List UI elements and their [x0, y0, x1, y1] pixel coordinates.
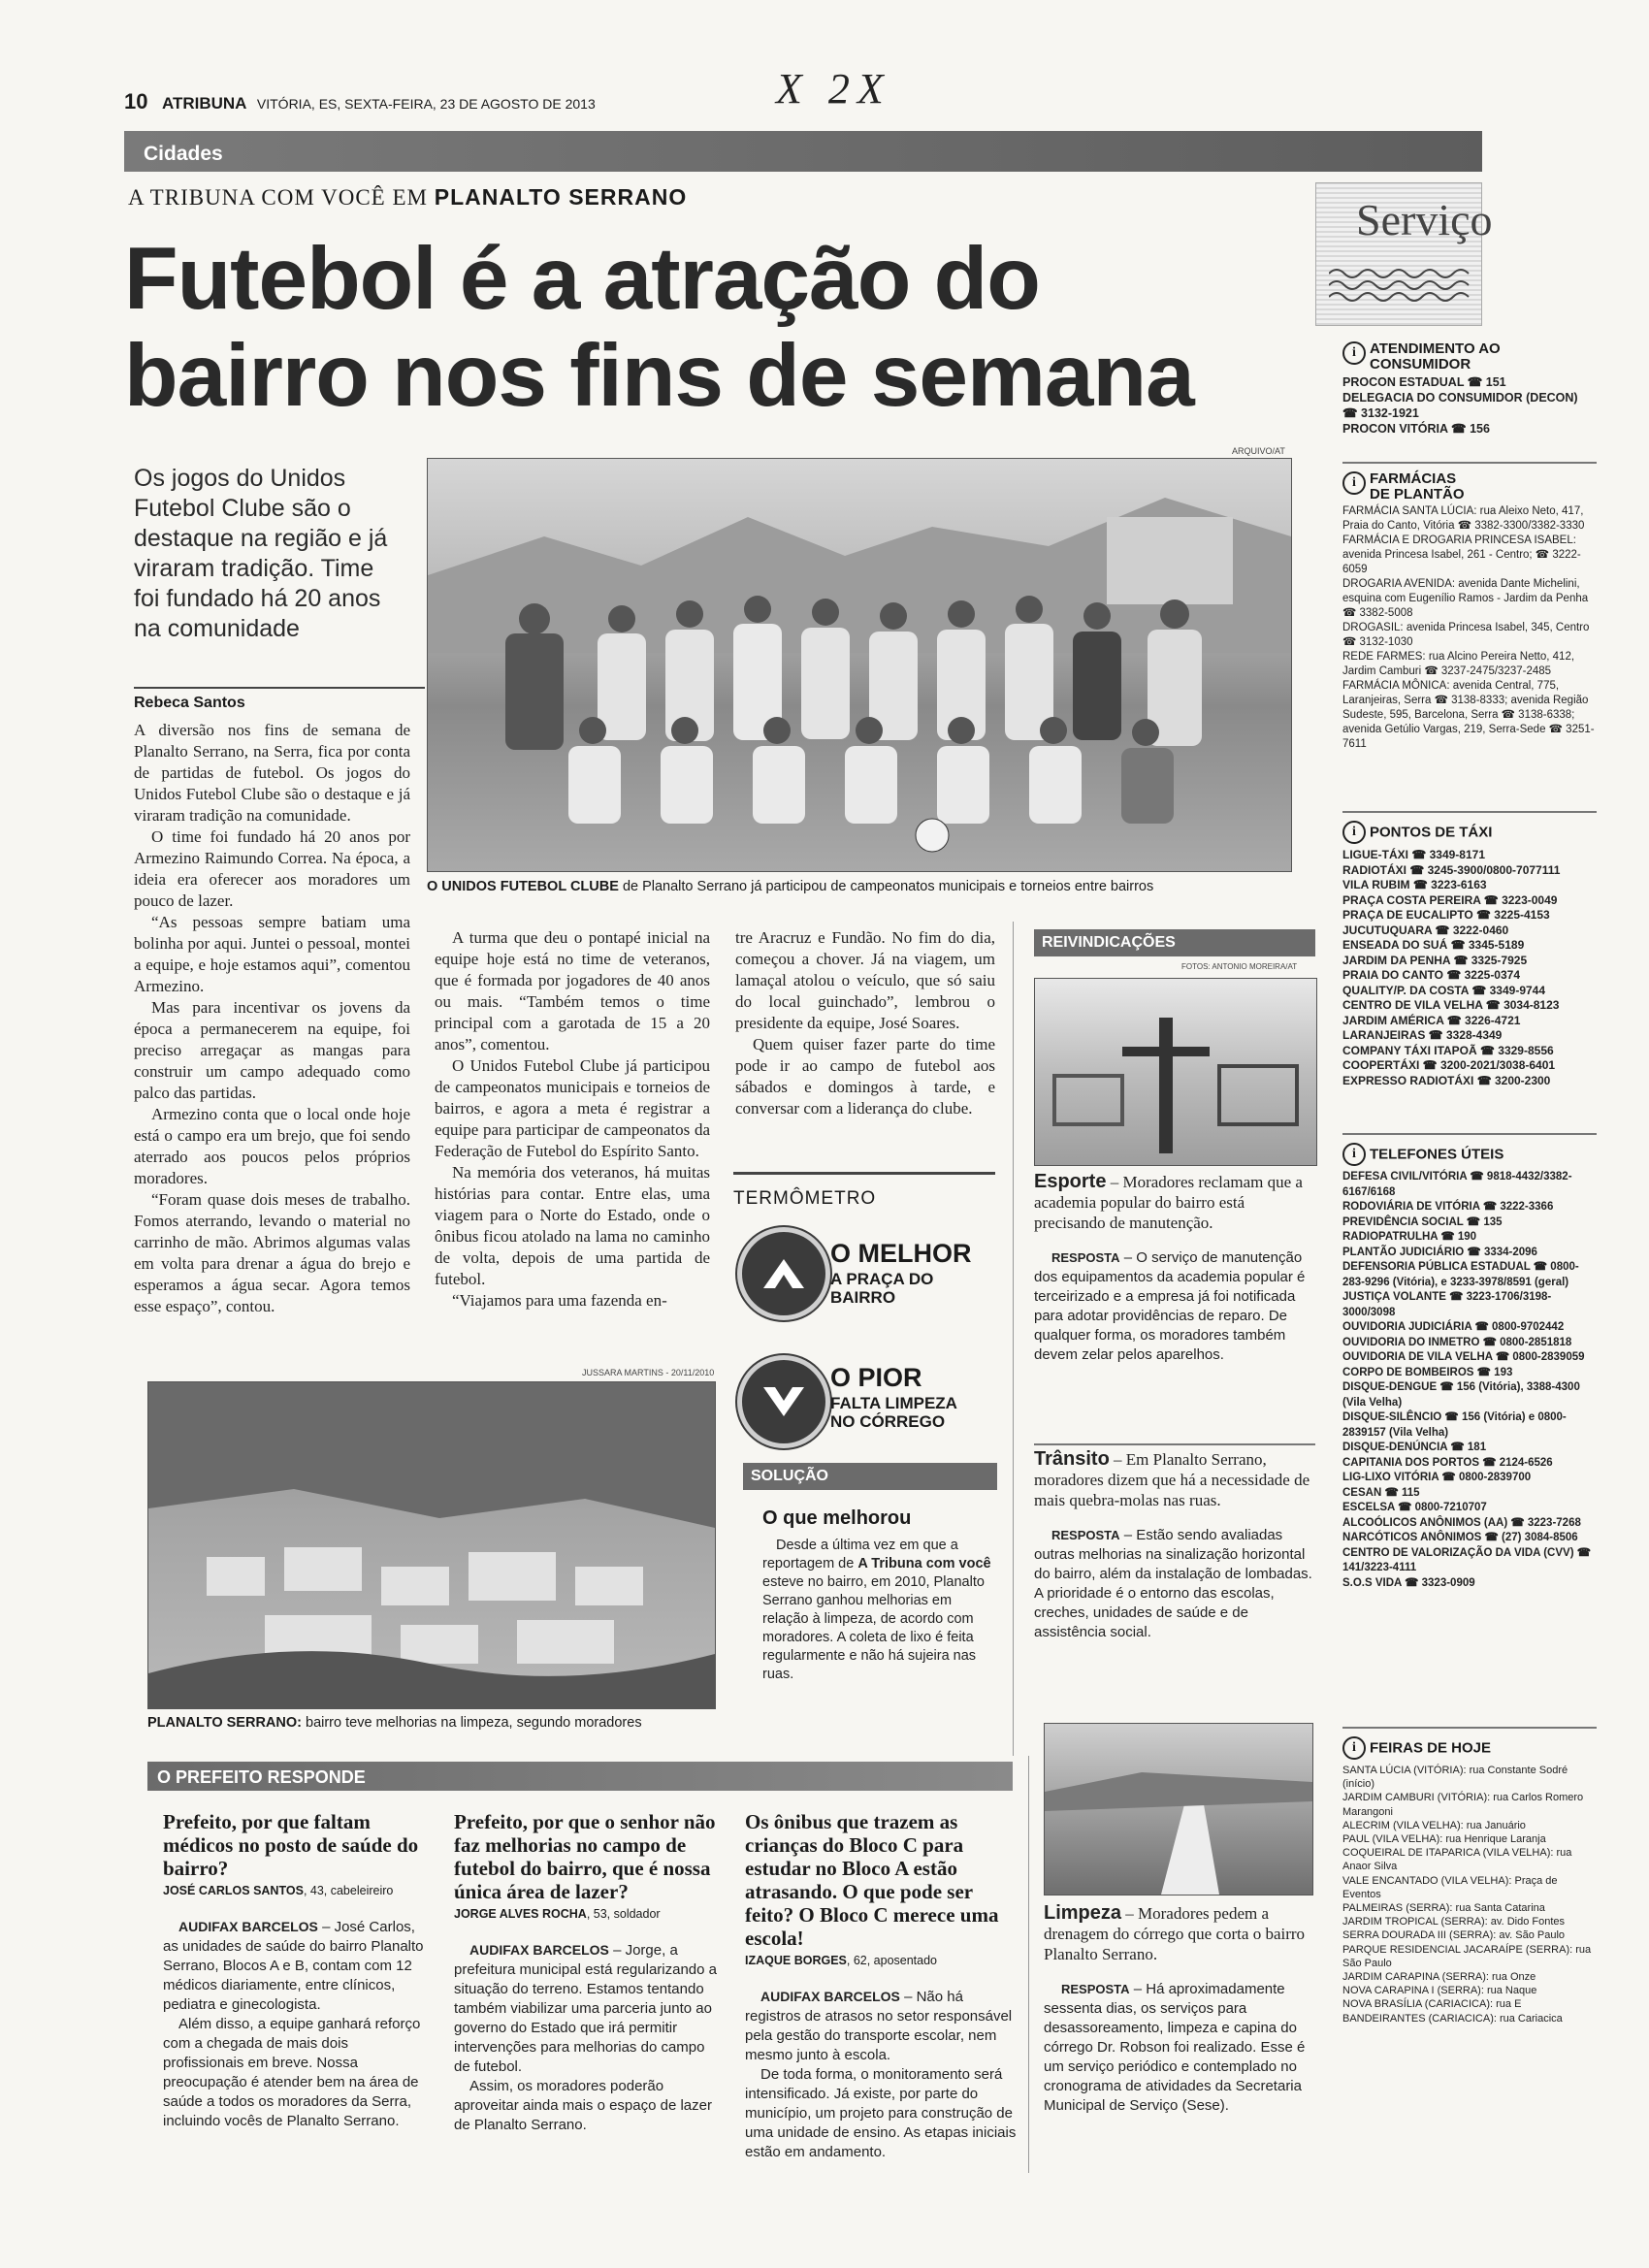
- servico-section-text: PROCON ESTADUAL ☎ 151 DELEGACIA DO CONSUMIDOR (DECON) ☎ 3132-1921 PROCON VITÓRIA ☎ 156: [1342, 375, 1578, 436]
- qa-asker-info: , 53, soldador: [586, 1907, 661, 1921]
- servico-section: [1342, 1727, 1597, 2025]
- servico-section: [1342, 462, 1597, 752]
- servico-section-title: PONTOS DE TÁXI: [1370, 824, 1493, 841]
- qa-answer-text: – Jorge, a prefeitura municipal está regularizando a situação do terreno. Estamos tentando também viabilizar uma parceria junto ao governo do Estado que irá permitir intervenções para melhorias do campo de futebol.: [454, 1942, 717, 2075]
- team-photo-credit: ARQUIVO/AT: [1232, 446, 1285, 456]
- paragraph: O time foi fundado há 20 anos por Armezino Raimundo Correa. Na época, a ideia era oferecer aos moradores um pouco de lazer.: [134, 827, 410, 910]
- paper-name: ATRIBUNA: [161, 94, 247, 113]
- info-icon: i: [1342, 1143, 1366, 1166]
- team-photo-illustration: [428, 459, 1291, 871]
- reivindicacao-response: [1044, 1980, 1317, 2116]
- servico-section-head: [1342, 341, 1595, 373]
- qa-answer-name: AUDIFAX BARCELOS: [469, 1942, 609, 1958]
- response-label: RESPOSTA: [1061, 1982, 1130, 1996]
- headline: [124, 231, 1308, 425]
- qa-answer-text: Além disso, a equipe ganhará reforço com a chegada de mais dois profissionais em breve. Nossa preocupação é atender bem na área de saúde a todos os moradores da Serra, incluindo vocês de Planalto Serrano.: [163, 2016, 421, 2129]
- reivindicacao-topic: Esporte: [1034, 1171, 1107, 1192]
- team-photo: [427, 458, 1292, 872]
- solucao-text-post: esteve no bairro, em 2010, Planalto Serrano ganhou melhorias em relação à limpeza, de acordo com moradores. A coleta de lixo é feita regularmente e não há sujeira nas ruas.: [762, 1574, 985, 1682]
- corrego-photo-illustration: [1045, 1724, 1312, 1895]
- qa-asker-name: JORGE ALVES ROCHA: [454, 1907, 587, 1921]
- servico-section: [1342, 811, 1597, 1088]
- city-photo-credit: JUSSARA MARTINS - 20/11/2010: [582, 1368, 715, 1377]
- academia-photo-illustration: [1035, 979, 1316, 1165]
- page-number: 10: [124, 89, 148, 113]
- paragraph: Na memória dos veteranos, há muitas histórias para contar. Entre elas, uma viagem para o Norte do Estado, onde o ônibus ficou atolado na lama no caminho de volta, depois de uma partida de futebol.: [435, 1163, 710, 1288]
- chevron-down-icon: [742, 1360, 825, 1443]
- reivindicacao-limpeza: [1044, 1903, 1317, 2116]
- servico-section-text: LIGUE-TÁXI ☎ 3349-8171 RADIOTÁXI ☎ 3245-3900/0800-7077111 VILA RUBIM ☎ 3223-6163 PRAÇA COSTA PEREIRA ☎ 3223-0049 PRAÇA DE EUCALIPTO ☎ 3225-4153 JUCUTUQUARA ☎ 3222-0460 ENSEADA DO SUÁ ☎ 3345-5189 JARDIM DA PENHA ☎ 3325-7925 PRAIA DO CANTO ☎ 3225-0374 QUALITY/P. DA COSTA ☎ 3349-9744 CENTRO DE VILA VELHA ☎ 3034-8123 JARDIM AMÉRICA ☎ 3226-4721 LARANJEIRAS ☎ 3328-4349 COMPANY TÁXI ITAPOÃ ☎ 3329-8556 COOPERTÁXI ☎ 3200-2021/3038-6401 EXPRESSO RADIOTÁXI ☎ 3200-2300: [1342, 848, 1561, 1087]
- worst-label: O PIOR: [830, 1363, 922, 1392]
- servico-section-title: FARMÁCIAS DE PLANTÃO: [1370, 470, 1465, 502]
- headline-line-1: Futebol é a atração do: [124, 230, 1040, 328]
- servico-section-title: ATENDIMENTO AO CONSUMIDOR: [1370, 340, 1501, 373]
- column-rule: [1028, 1756, 1029, 2173]
- reivindicacao-transito: [1034, 1443, 1315, 1642]
- servico-section-title: TELEFONES ÚTEIS: [1370, 1146, 1504, 1163]
- servico-section-head: [1342, 471, 1597, 502]
- deck: Os jogos do Unidos Futebol Clube são o destaque na região e já viraram tradição. Time foi fundado há 20 anos na comunidade: [134, 465, 388, 642]
- reivindicacao-response: [1034, 1248, 1315, 1365]
- qa-asker: [163, 1884, 433, 1897]
- reivindicacao-topic: Trânsito: [1034, 1448, 1110, 1470]
- qa-answer-text: De toda forma, o monitoramento será intensificado. Já existe, por parte do município, um projeto para construção de uma unidade de ensino. As etapas iniciais estão em andamento.: [745, 2066, 1017, 2160]
- solucao-label: SOLUÇÃO: [751, 1468, 828, 1484]
- reivindicacao-esporte: [1034, 1172, 1315, 1365]
- info-icon: i: [1342, 471, 1366, 495]
- info-icon: i: [1342, 821, 1366, 844]
- reivindicacao-complaint-text: – Moradores pedem a drenagem do córrego que corta o bairro Planalto Serrano.: [1044, 1904, 1306, 1963]
- qa-asker-name: IZAQUE BORGES: [745, 1954, 847, 1967]
- handwritten-mark: X 2X: [776, 65, 891, 113]
- city-caption-bold: PLANALTO SERRANO:: [147, 1715, 302, 1731]
- article-col-1: [134, 720, 410, 1317]
- qa-answer: [745, 1987, 1018, 2162]
- byline: [134, 687, 425, 712]
- reivindicacao-topic: Limpeza: [1044, 1902, 1122, 1924]
- qa-answer-text: – Não há registros de atrasos no setor responsável pela gestão do transporte escolar, nem mesmo junto à escola.: [745, 1989, 1013, 2063]
- worst-circle: [737, 1355, 830, 1448]
- qa-asker-info: , 43, cabeleireiro: [303, 1884, 394, 1897]
- prefeito-label: O PREFEITO RESPONDE: [157, 1767, 366, 1787]
- corrego-photo: [1044, 1723, 1313, 1895]
- reivindicacao-complaint: [1044, 1903, 1317, 1964]
- byline-name: Rebeca Santos: [134, 695, 245, 711]
- city-photo: [147, 1381, 716, 1709]
- team-caption: [427, 879, 1300, 894]
- team-caption-bold: O UNIDOS FUTEBOL CLUBE: [427, 879, 619, 894]
- qa-answer-name: AUDIFAX BARCELOS: [760, 1989, 900, 2004]
- info-icon: i: [1342, 1736, 1366, 1760]
- section-name: Cidades: [144, 143, 223, 165]
- prefeito-bar: [147, 1762, 1013, 1791]
- qa-answer-text: – José Carlos, as unidades de saúde do bairro Planalto Serrano, Blocos A e B, contam com 12 médicos diariamente, entre clínicos, pediatra e ginecologista.: [163, 1919, 424, 2013]
- reivindicacoes-label: REIVINDICAÇÕES: [1042, 934, 1176, 951]
- servico-section: [1342, 341, 1595, 437]
- qa-answer: [454, 1940, 724, 2135]
- kicker-place: PLANALTO SERRANO: [434, 184, 688, 210]
- wave-ornament: [1329, 264, 1474, 312]
- qa-asker-name: JOSÉ CARLOS SANTOS: [163, 1884, 304, 1897]
- team-caption-text: de Planalto Serrano já participou de campeonatos municipais e torneios entre bairros: [622, 879, 1154, 894]
- chevron-up-icon: [742, 1232, 825, 1315]
- paragraph: A turma que deu o pontapé inicial na equipe hoje está no time de veteranos, que é formada por jogadores de 40 anos ou mais. “Também temos o time principal com a garotada de 15 a 20 anos”, comentou.: [435, 928, 710, 1053]
- dateline: VITÓRIA, ES, SEXTA-FEIRA, 23 DE AGOSTO DE 2013: [256, 96, 596, 112]
- academia-photo: [1034, 978, 1317, 1166]
- qa-question: Prefeito, por que o senhor não faz melhorias no campo de futebol do bairro, que é nossa única área de lazer?: [454, 1810, 716, 1903]
- qa-question: Prefeito, por que faltam médicos no posto de saúde do bairro?: [163, 1810, 419, 1880]
- qa-answer: [163, 1917, 433, 2131]
- paragraph: “Foram quase dois meses de trabalho. Fomos aterrando, levando o material no carrinho de mão. Abrimos algumas valas em volta para drenar a água do brejo e esperamos a água secar. Agora temos esse espaço”, contou.: [134, 1190, 410, 1315]
- response-text: – Há aproximadamente sessenta dias, os serviços para desassoreamento, limpeza e capina do córrego Dr. Robson foi realizado. Esse é um serviço periódico e contemplado no cronograma de atividades da Secretaria Municipal de Serviço (Sese).: [1044, 1981, 1306, 2114]
- paragraph: tre Aracruz e Fundão. No fim do dia, começou a chover. Já na viagem, um lamaçal atolou o veículo, que só saiu do local guinchado”, lembrou o presidente da equipe, José Soares.: [735, 928, 995, 1032]
- worst-text: FALTA LIMPEZA NO CÓRREGO: [830, 1394, 957, 1431]
- column-rule: [1013, 922, 1014, 1756]
- qa-asker-info: , 62, aposentado: [846, 1954, 938, 1967]
- paragraph: Mas para incentivar os jovens da época a permanecerem na equipe, foi preciso arregaçar as mangas para construir um campo adequado como palco das partidas.: [134, 998, 410, 1102]
- paragraph: Quem quiser fazer parte do time pode ir ao campo de futebol aos sábados e domingos à tarde, e conversar com a liderança do clube.: [735, 1035, 995, 1118]
- termometro-title: TERMÔMETRO: [733, 1188, 877, 1209]
- kicker-pre: A TRIBUNA COM VOCÊ EM: [128, 185, 428, 210]
- paragraph: “Viajamos para uma fazenda en-: [452, 1291, 667, 1310]
- qa-2: [454, 1810, 724, 2135]
- headline-line-2: bairro nos fins de semana: [124, 327, 1194, 425]
- best-label: O MELHOR: [830, 1239, 972, 1268]
- kicker: [128, 184, 687, 211]
- servico-section: [1342, 1133, 1597, 1591]
- servico-section-head: [1342, 821, 1597, 844]
- servico-section-head: [1342, 1143, 1597, 1166]
- reivindicacoes-photo-credit: FOTOS: ANTONIO MOREIRA/AT: [1181, 962, 1298, 971]
- qa-3: [745, 1810, 1018, 2162]
- servico-section-text: SANTA LÚCIA (VITÓRIA): rua Constante Sodré (início) JARDIM CAMBURI (VITÓRIA): rua Carlos Romero Marangoni ALECRIM (VILA VELHA): rua Januário PAUL (VILA VELHA): rua Henrique Laranja COQUEIRAL DE ITAPARICA (VILA VELHA): rua Anaor Silva VALE ENCANTADO (VILA VELHA): Praça de Eventos PALMEIRAS (SERRA): rua Santa Catarina JARDIM TROPICAL (SERRA): av. Dido Fontes SERRA DOURADA III (SERRA): av. São Paulo PARQUE RESIDENCIAL JACARAÍPE (SERRA): rua São Paulo JARDIM CARAPINA (SERRA): rua Onze NOVA CARAPINA I (SERRA): rua Naque NOVA BRASÍLIA (CARIACICA): rua E BANDEIRANTES (CARIACICA): rua Cariacica: [1342, 1765, 1592, 2025]
- reivindicacoes-bar: [1034, 929, 1315, 956]
- paragraph: Armezino conta que o local onde hoje está o campo era um brejo, que foi sendo aterrado aos poucos pelos próprios moradores.: [134, 1105, 410, 1187]
- article-col-3: [735, 927, 995, 1119]
- qa-asker: [745, 1954, 1018, 1967]
- solucao-text: [762, 1537, 995, 1684]
- response-label: RESPOSTA: [1051, 1250, 1120, 1265]
- servico-section-text: DEFESA CIVIL/VITÓRIA ☎ 9818-4432/3382-6167/6168 RODOVIÁRIA DE VITÓRIA ☎ 3222-3366 PREVIDÊNCIA SOCIAL ☎ 135 RADIOPATRULHA ☎ 190 PLANTÃO JUDICIÁRIO ☎ 3334-2096 DEFENSORIA PÚBLICA ESTADUAL ☎ 0800-283-9296 (Vitória), e 3233-3978/8591 (geral) JUSTIÇA VOLANTE ☎ 3223-1706/3198-3000/3098 OUVIDORIA JUDICIÁRIA ☎ 0800-9702442 OUVIDORIA DO INMETRO ☎ 0800-2851818 OUVIDORIA DE VILA VELHA ☎ 0800-2839059 CORPO DE BOMBEIROS ☎ 193 DISQUE-DENGUE ☎ 156 (Vitória), 3388-4300 (Vila Velha) DISQUE-SILÊNCIO ☎ 156 (Vitória) e 0800-2839157 (Vila Velha) DISQUE-DENÚNCIA ☎ 181 CAPITANIA DOS PORTOS ☎ 2124-6526 LIG-LIXO VITÓRIA ☎ 0800-2839700 CESAN ☎ 115 ESCELSA ☎ 0800-7210707 ALCOÓLICOS ANÔNIMOS (AA) ☎ 3223-7268 NARCÓTICOS ANÔNIMOS ☎ (27) 3084-8506 CENTRO DE VALORIZAÇÃO DA VIDA (CVV) ☎ 141/3223-4111 S.O.S VIDA ☎ 3323-0909: [1342, 1171, 1592, 1589]
- servico-section-title: FEIRAS DE HOJE: [1370, 1739, 1492, 1757]
- servico-section-text: FARMÁCIA SANTA LÚCIA: rua Aleixo Neto, 417, Praia do Canto, Vitória ☎ 3382-3300/3382-3330 FARMÁCIA E DROGARIA PRINCESA ISABEL: avenida Princesa Isabel, 261 - Centro; ☎ 3222-6059 DROGARIA AVENIDA: avenida Dante Michelini, esquina com Eugenílio Ramos - Jardim da Penha ☎ 3382-5008 DROGASIL: avenida Princesa Isabel, 345, Centro ☎ 3132-1030 REDE FARMES: rua Alcino Pereira Netto, 412, Jardim Camburi ☎ 3237-2475/3237-2485 FARMÁCIA MÔNICA: avenida Central, 775, Laranjeiras, Serra ☎ 3138-8333; avenida Região Sudeste, 595, Barcelona, Serra ☎ 3138-6338; avenida Getúlio Vargas, 219, Serra-Sede ☎ 3251-7611: [1342, 505, 1595, 750]
- solucao-title: O que melhorou: [762, 1507, 912, 1529]
- reivindicacao-complaint-text: – Em Planalto Serrano, moradores dizem que há a necessidade de mais quebra-molas nas ruas.: [1034, 1450, 1310, 1509]
- reivindicacao-complaint: [1034, 1449, 1315, 1510]
- qa-answer-name: AUDIFAX BARCELOS: [178, 1919, 318, 1934]
- city-caption-text: bairro teve melhorias na limpeza, segundo moradores: [306, 1715, 642, 1731]
- best-circle: [737, 1227, 830, 1320]
- solucao-text-bold: A Tribuna com você: [857, 1556, 991, 1571]
- article-col-2: [435, 927, 710, 1312]
- qa-answer-text: Assim, os moradores poderão aproveitar ainda mais o espaço de lazer de Planalto Serrano.: [454, 2078, 712, 2133]
- reivindicacao-response: [1034, 1526, 1315, 1642]
- paragraph: O Unidos Futebol Clube já participou de campeonatos municipais e torneios de bairros, e agora a meta é registrar a equipe para participar de campeonatos da Federação de Futebol do Espírito Santo.: [435, 1056, 710, 1160]
- response-text: – O serviço de manutenção dos equipamentos da academia popular é terceirizado e a empresa já foi notificada para adotar providências de reparo. De qualquer forma, os moradores também devem zelar pelos aparelhos.: [1034, 1249, 1306, 1363]
- solucao-text-pre: Desde a última vez em que a reportagem de: [762, 1538, 958, 1571]
- reivindicacao-complaint: [1034, 1172, 1315, 1233]
- termometro-box: [733, 1172, 995, 1446]
- qa-asker: [454, 1907, 724, 1921]
- paragraph: “As pessoas sempre batiam uma bolinha por aqui. Juntei o pessoal, montei a equipe, e hoje estamos aqui”, comentou Armezino.: [134, 913, 410, 995]
- info-icon: i: [1342, 341, 1366, 365]
- city-photo-illustration: [148, 1382, 715, 1708]
- response-label: RESPOSTA: [1051, 1528, 1120, 1542]
- reivindicacao-complaint-text: – Moradores reclamam que a academia popular do bairro está precisando de manutenção.: [1034, 1173, 1303, 1232]
- servico-title: Serviço: [1356, 195, 1493, 244]
- servico-section-head: [1342, 1736, 1597, 1760]
- paragraph: A diversão nos fins de semana de Planalto Serrano, na Serra, fica por conta de partidas de futebol. Os jogos do Unidos Futebol Clube são o destaque e já viraram tradição na comunidade.: [134, 721, 410, 825]
- best-text: A PRAÇA DO BAIRRO: [830, 1270, 934, 1307]
- section-bar: [124, 131, 1482, 172]
- response-text: – Estão sendo avaliadas outras melhorias na sinalização horizontal do bairro, além da instalação de lombadas. A prioridade é o entorno das escolas, creches, unidades de saúde e de assistência social.: [1034, 1527, 1312, 1640]
- qa-question: Os ônibus que trazem as crianças do Bloco C para estudar no Bloco A estão atrasando. O que pode ser feito? O Bloco C merece uma escola!: [745, 1810, 999, 1950]
- city-caption: [147, 1715, 729, 1731]
- qa-1: [163, 1810, 433, 2131]
- solucao-bar: [743, 1463, 997, 1490]
